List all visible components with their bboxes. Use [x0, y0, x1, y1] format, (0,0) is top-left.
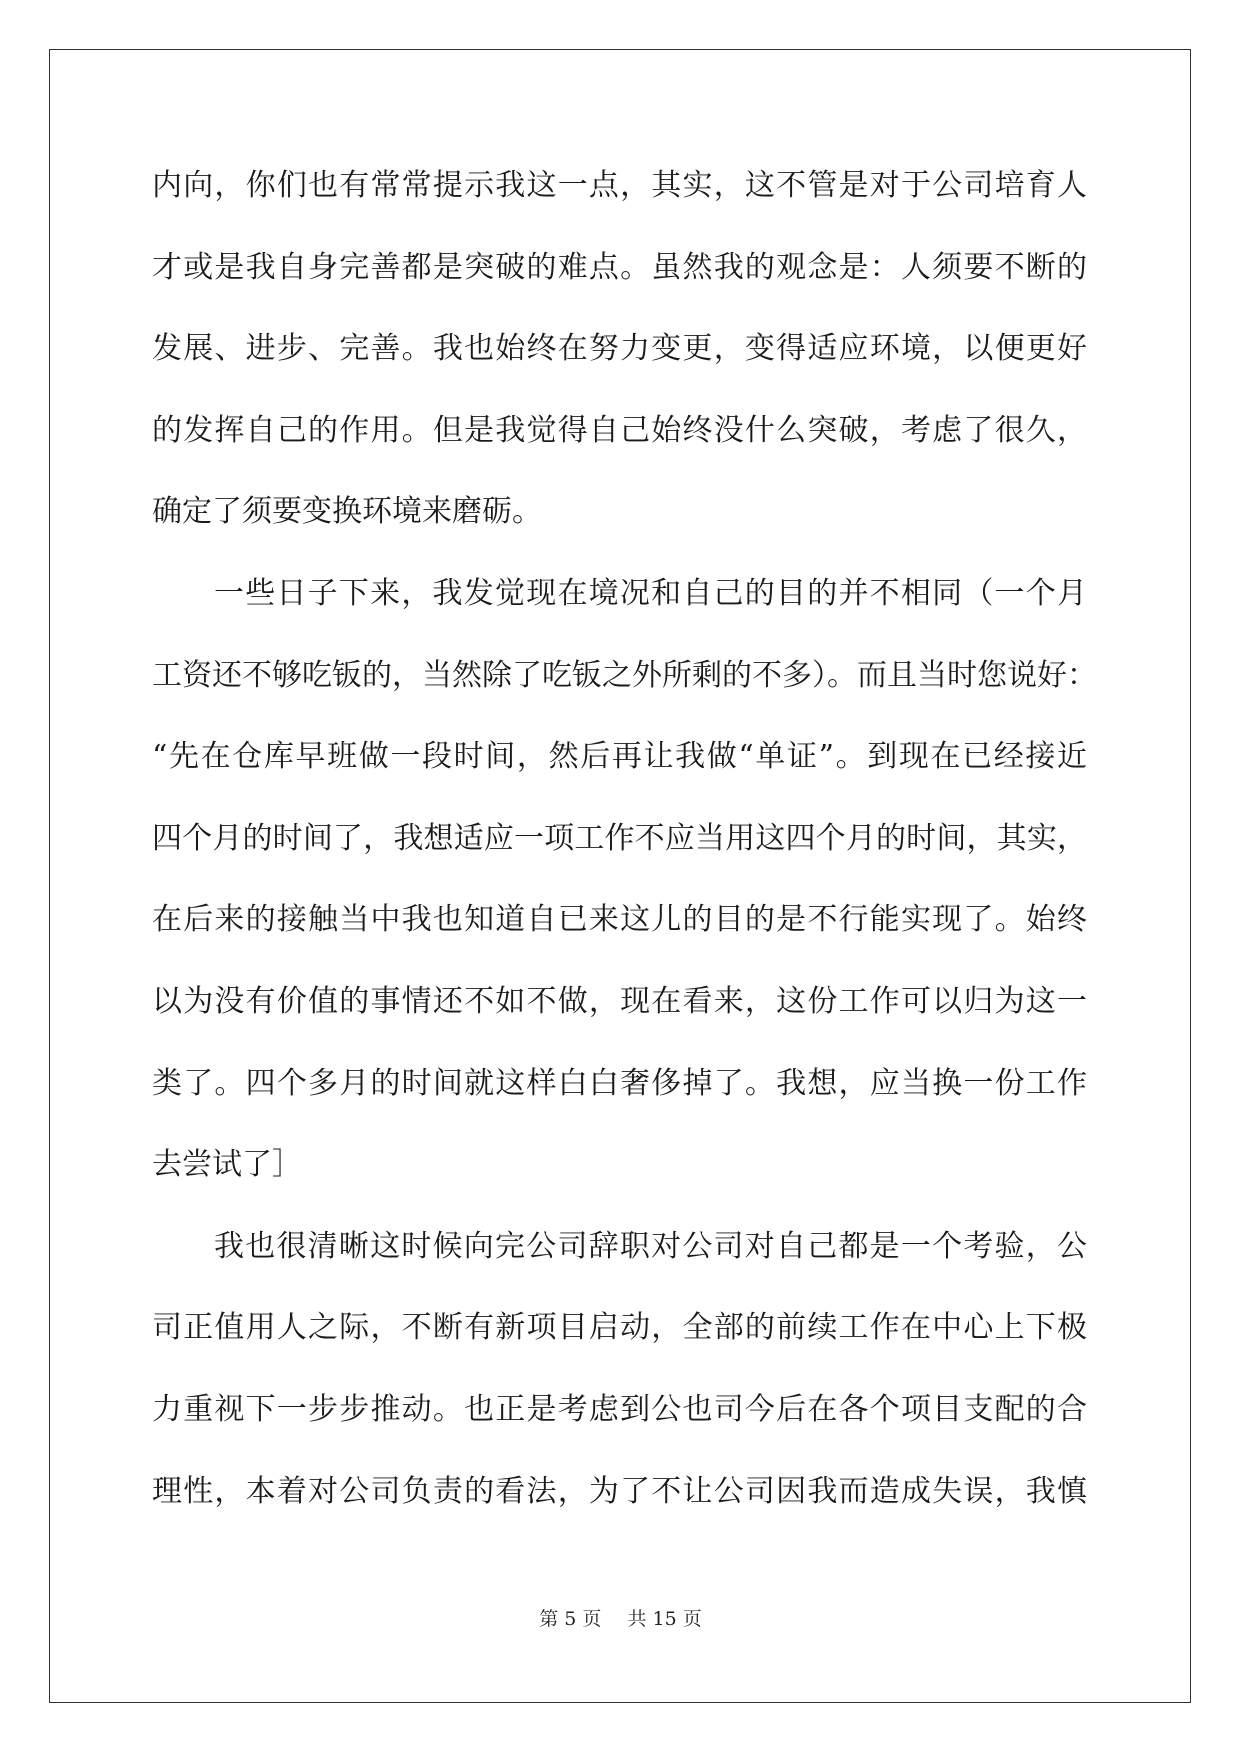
text-line: 工资还不够吃钣的，当然除了吃钣之外所剩的不多）。而且当时您说好：: [152, 657, 1097, 693]
page-total: 共 15 页: [627, 1608, 702, 1630]
text-line: 发展、进步、完善。我也始终在努力变更，变得适应环境，以便更好: [152, 331, 1087, 367]
text-line: 在后来的接触当中我也知道自已来这儿的目的是不行能实现了。始终: [152, 902, 1087, 938]
text-line: 才或是我自身完善都是突破的难点。虽然我的观念是：人须要不断的: [152, 249, 1087, 285]
text-line: 司正值用人之际，不断有新项目启动，全部的前续工作在中心上下极: [152, 1310, 1087, 1346]
document-body: [152, 156, 1097, 1543]
text-line: 四个月的时间了，我想适应一项工作不应当用这四个月的时间，其实，: [152, 820, 1087, 856]
text-line: 内向，你们也有常常提示我这一点，其实，这不管是对于公司培育人: [152, 168, 1087, 203]
page-number: 第 5 页: [539, 1608, 602, 1630]
text-line: 确定了须要变换环境来磨砺。: [152, 494, 542, 530]
text-line: “先在仓库早班做一段时间，然后再让我做“单证”。到现在已经接近: [152, 739, 1087, 775]
page-footer: [0, 1604, 1241, 1631]
text-line: 去尝试了］: [152, 1147, 302, 1183]
text-line: 的发挥自己的作用。但是我觉得自己始终没什么突破，考虑了很久，: [152, 412, 1087, 448]
text-line: 一些日子下来，我发觉现在境况和自己的目的并不相同（一个月: [214, 575, 1087, 611]
text-line: 类了。四个多月的时间就这样白白奢侈掉了。我想，应当换一份工作: [152, 1065, 1087, 1101]
text-line: 理性，本着对公司负责的看法，为了不让公司因我而造成失误，我慎: [152, 1473, 1087, 1509]
text-line: 以为没有价值的事情还不如不做，现在看来，这份工作可以归为这一: [152, 983, 1087, 1019]
text-line: 我也很清晰这时候向完公司辞职对公司对自己都是一个考验，公: [214, 1228, 1087, 1264]
text-line: 力重视下一步步推动。也正是考虑到公也司今后在各个项目支配的合: [152, 1391, 1087, 1427]
